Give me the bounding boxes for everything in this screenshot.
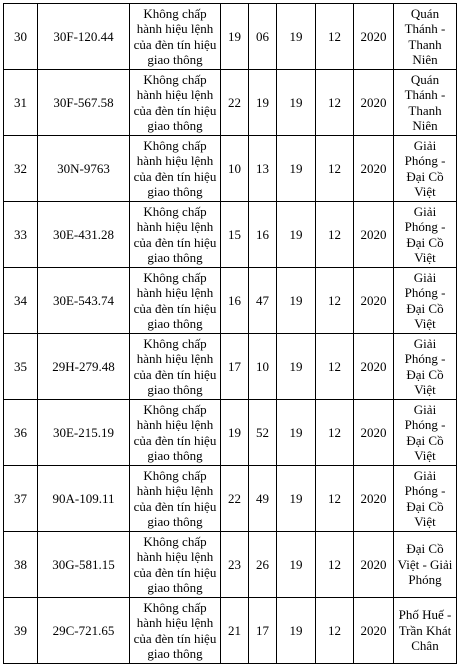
table-row [4,70,457,136]
violation-description: Không chấp hành hiệu lệnh của đèn tín hiệu giao thông [130,4,221,70]
violation-description: Không chấp hành hiệu lệnh của đèn tín hiệu giao thông [130,202,221,268]
time-minute: 06 [249,4,277,70]
date-month: 12 [316,202,354,268]
time-minute: 16 [249,202,277,268]
date-month: 12 [316,400,354,466]
date-month: 12 [316,268,354,334]
table-row [4,466,457,532]
violation-description: Không chấp hành hiệu lệnh của đèn tín hiệu giao thông [130,532,221,598]
violation-location: Giải Phóng - Đại Cồ Việt [394,136,457,202]
time-hour: 16 [221,268,249,334]
time-hour: 22 [221,466,249,532]
violation-location: Đại Cồ Việt - Giải Phóng [394,532,457,598]
table-row [4,598,457,664]
license-plate: 29H-279.48 [38,334,130,400]
violation-location: Quán Thánh - Thanh Niên [394,70,457,136]
row-number: 36 [4,400,38,466]
row-number: 38 [4,532,38,598]
date-year: 2020 [354,400,394,466]
date-year: 2020 [354,598,394,664]
license-plate: 30G-581.15 [38,532,130,598]
time-minute: 10 [249,334,277,400]
time-minute: 17 [249,598,277,664]
date-day: 19 [277,532,316,598]
violation-location: Giải Phóng - Đại Cồ Việt [394,400,457,466]
date-year: 2020 [354,466,394,532]
table-row [4,400,457,466]
date-year: 2020 [354,4,394,70]
license-plate: 30F-120.44 [38,4,130,70]
date-day: 19 [277,466,316,532]
time-hour: 15 [221,202,249,268]
license-plate: 30N-9763 [38,136,130,202]
table-row [4,136,457,202]
row-number: 34 [4,268,38,334]
row-number: 35 [4,334,38,400]
row-number: 39 [4,598,38,664]
time-minute: 47 [249,268,277,334]
violation-description: Không chấp hành hiệu lệnh của đèn tín hiệu giao thông [130,598,221,664]
date-day: 19 [277,400,316,466]
license-plate: 30E-215.19 [38,400,130,466]
license-plate: 30E-431.28 [38,202,130,268]
violations-table [3,3,457,664]
date-day: 19 [277,4,316,70]
violation-location: Giải Phóng - Đại Cồ Việt [394,202,457,268]
violation-location: Giải Phóng - Đại Cồ Việt [394,334,457,400]
time-minute: 52 [249,400,277,466]
table-row [4,268,457,334]
violation-location: Giải Phóng - Đại Cồ Việt [394,268,457,334]
table-row [4,334,457,400]
time-hour: 10 [221,136,249,202]
date-day: 19 [277,334,316,400]
date-day: 19 [277,70,316,136]
date-year: 2020 [354,532,394,598]
date-month: 12 [316,598,354,664]
time-hour: 21 [221,598,249,664]
date-year: 2020 [354,268,394,334]
date-day: 19 [277,202,316,268]
time-hour: 17 [221,334,249,400]
date-day: 19 [277,598,316,664]
time-minute: 26 [249,532,277,598]
date-year: 2020 [354,136,394,202]
date-day: 19 [277,268,316,334]
row-number: 30 [4,4,38,70]
row-number: 31 [4,70,38,136]
table-row [4,532,457,598]
table-body [4,4,457,664]
row-number: 33 [4,202,38,268]
violation-description: Không chấp hành hiệu lệnh của đèn tín hiệu giao thông [130,466,221,532]
date-year: 2020 [354,70,394,136]
violation-description: Không chấp hành hiệu lệnh của đèn tín hiệu giao thông [130,334,221,400]
time-minute: 13 [249,136,277,202]
date-month: 12 [316,334,354,400]
time-hour: 19 [221,4,249,70]
date-year: 2020 [354,202,394,268]
time-minute: 49 [249,466,277,532]
date-month: 12 [316,70,354,136]
license-plate: 30E-543.74 [38,268,130,334]
row-number: 37 [4,466,38,532]
time-hour: 19 [221,400,249,466]
violation-location: Phố Huế - Trần Khát Chân [394,598,457,664]
license-plate: 90A-109.11 [38,466,130,532]
date-month: 12 [316,4,354,70]
violation-location: Giải Phóng - Đại Cồ Việt [394,466,457,532]
time-hour: 22 [221,70,249,136]
violation-description: Không chấp hành hiệu lệnh của đèn tín hiệu giao thông [130,136,221,202]
violation-description: Không chấp hành hiệu lệnh của đèn tín hiệu giao thông [130,400,221,466]
time-hour: 23 [221,532,249,598]
license-plate: 29C-721.65 [38,598,130,664]
date-month: 12 [316,466,354,532]
row-number: 32 [4,136,38,202]
table-row [4,202,457,268]
table-row [4,4,457,70]
date-month: 12 [316,136,354,202]
violation-description: Không chấp hành hiệu lệnh của đèn tín hiệu giao thông [130,70,221,136]
date-year: 2020 [354,334,394,400]
time-minute: 19 [249,70,277,136]
date-day: 19 [277,136,316,202]
license-plate: 30F-567.58 [38,70,130,136]
date-month: 12 [316,532,354,598]
violation-description: Không chấp hành hiệu lệnh của đèn tín hiệu giao thông [130,268,221,334]
violation-location: Quán Thánh - Thanh Niên [394,4,457,70]
